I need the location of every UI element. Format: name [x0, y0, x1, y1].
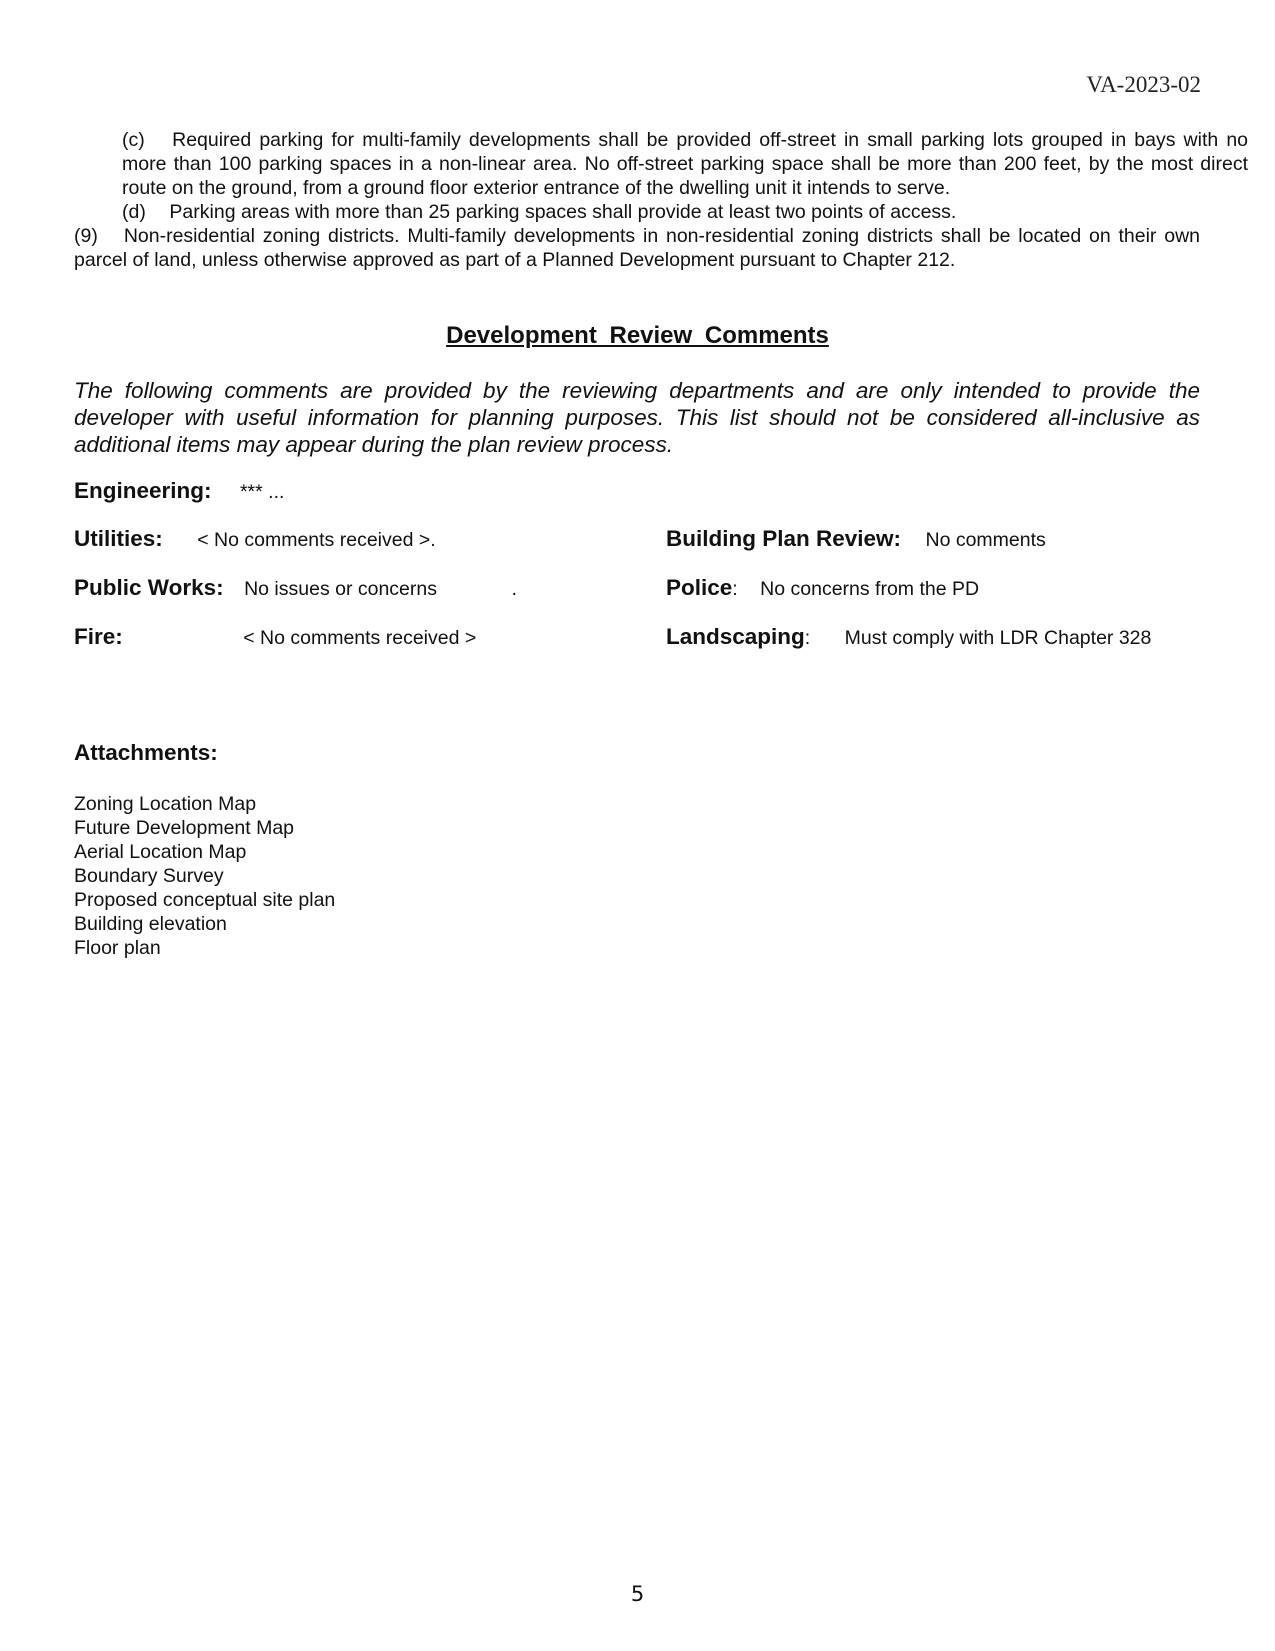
comment-label: Engineering:	[74, 478, 212, 503]
review-intro: The following comments are provided by the reviewing departments and are only intended to provide the developer with useful information for planning purposes. This list should not be considered all-inclusive as additional items may appear during the plan review process.	[74, 378, 1200, 457]
provision-9	[74, 224, 1200, 272]
comment-value: No concerns from the PD	[760, 578, 980, 600]
comment-value: *** ...	[239, 481, 285, 503]
page-number: 5	[630, 1582, 645, 1606]
comment-trail: .	[511, 578, 517, 600]
document-id: VA-2023-02	[1086, 72, 1201, 97]
comment-colon: :	[804, 627, 811, 649]
provision-label: (c)	[122, 129, 145, 151]
fire-comment	[74, 624, 476, 650]
comment-value: < No comments received >	[243, 627, 477, 649]
engineering-comment	[74, 478, 284, 504]
provision-text: Non-residential zoning districts. Multi-family developments in non-residential zoning districts shall be located on their own parcel of land, unless otherwise approved as part of a Planned Development pursuant to Chapter 212.	[74, 225, 1200, 271]
provision-text: Parking areas with more than 25 parking spaces shall provide at least two points of access.	[169, 201, 957, 223]
comment-value: No issues or concerns	[244, 578, 437, 600]
comment-label: Utilities:	[74, 526, 163, 551]
attachments-list	[74, 792, 335, 960]
provision-label: (d)	[122, 201, 146, 223]
comment-value: Must comply with LDR Chapter 328	[844, 627, 1152, 649]
provision-d	[74, 200, 1248, 224]
comment-label: Police	[666, 575, 733, 600]
attachment-item: Aerial Location Map	[74, 841, 247, 863]
attachments-title: Attachments:	[74, 740, 218, 765]
attachment-item: Zoning Location Map	[74, 793, 257, 815]
comment-label: Building Plan Review:	[666, 526, 902, 551]
comment-label: Landscaping	[666, 624, 805, 649]
comment-value: < No comments received >.	[197, 529, 436, 551]
attachment-item: Boundary Survey	[74, 865, 224, 887]
comment-value: No comments	[925, 529, 1046, 551]
provision-text: Required parking for multi-family developments shall be provided off-street in small parking lots grouped in bays with no more than 100 parking spaces in a non-linear area. No off-street parking space shall be more than 200 feet, by the most direct route on the ground, from a ground floor exterior entrance of the dwelling unit it intends to serve.	[122, 129, 1249, 199]
public-works-comment	[74, 575, 517, 601]
police-comment	[666, 575, 979, 601]
building-review-comment	[666, 526, 1046, 552]
provision-c	[74, 128, 1248, 200]
landscaping-comment	[666, 624, 1151, 650]
attachment-item: Proposed conceptual site plan	[74, 889, 336, 911]
comment-colon: :	[732, 578, 738, 600]
provision-label: (9)	[74, 225, 98, 247]
attachment-item: Building elevation	[74, 913, 227, 935]
utilities-comment	[74, 526, 436, 552]
attachment-item: Floor plan	[74, 937, 161, 959]
comment-label: Fire:	[74, 624, 123, 649]
comment-label: Public Works:	[74, 575, 224, 600]
attachment-item: Future Development Map	[74, 817, 295, 839]
section-title: Development Review Comments	[446, 322, 829, 349]
